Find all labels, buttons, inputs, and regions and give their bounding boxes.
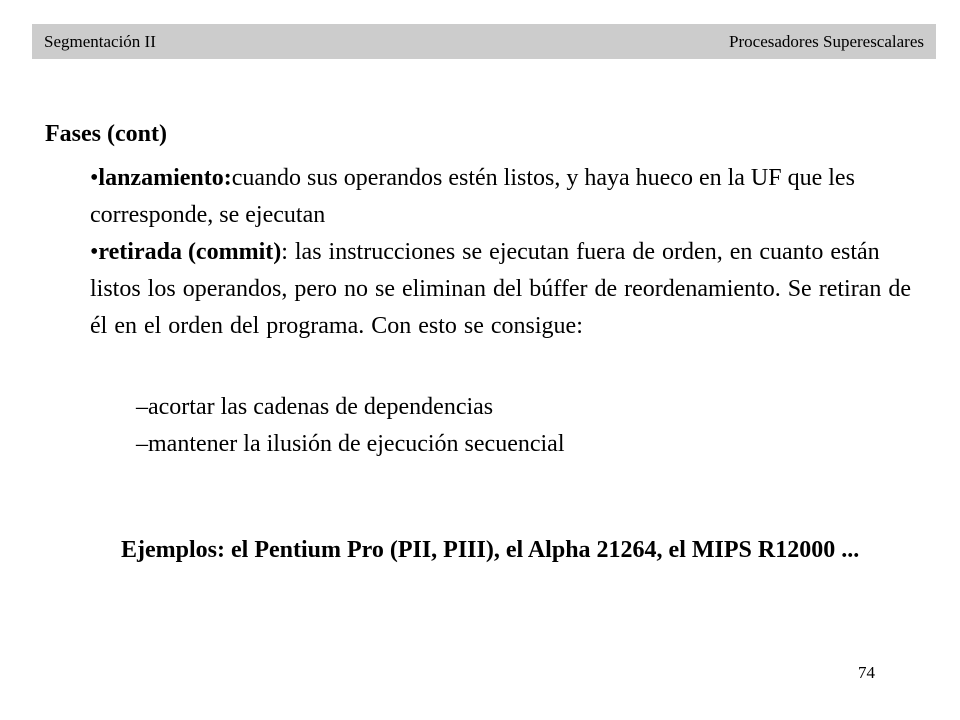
bullet-marker: • bbox=[90, 165, 99, 191]
bullet-text: : las instrucciones se ejecutan fuera de orden, en cuanto están listos los operandos, pero no se eliminan del búffer de reordenamiento. Se retiran de él en el orden del programa. Con esto se consigue: bbox=[90, 239, 911, 339]
sub-bullet-ilusion: –mantener la ilusión de ejecución secuencial bbox=[136, 431, 565, 457]
page-number: 74 bbox=[858, 663, 875, 682]
examples-text: Ejemplos: el Pentium Pro (PII, PIII), el Alpha 21264, el MIPS R12000 ... bbox=[121, 537, 860, 563]
bullet-term: retirada (commit) bbox=[98, 239, 282, 265]
bullet-term: lanzamiento: bbox=[98, 165, 232, 191]
sub-bullet-dependencias: –acortar las cadenas de dependencias bbox=[136, 394, 494, 420]
header-topic-title: Procesadores Superescalares bbox=[729, 32, 924, 51]
bullet-lanzamiento bbox=[90, 160, 930, 234]
bullet-marker: • bbox=[90, 239, 99, 265]
bullet-text: cuando sus operandos estén listos, y haya hueco en la UF que les corresponde, se ejecutan bbox=[90, 165, 855, 228]
slide-title: Fases (cont) bbox=[45, 121, 167, 147]
header-section-title: Segmentación II bbox=[44, 32, 156, 51]
bullet-retirada bbox=[90, 234, 930, 345]
header-bar bbox=[32, 24, 936, 59]
